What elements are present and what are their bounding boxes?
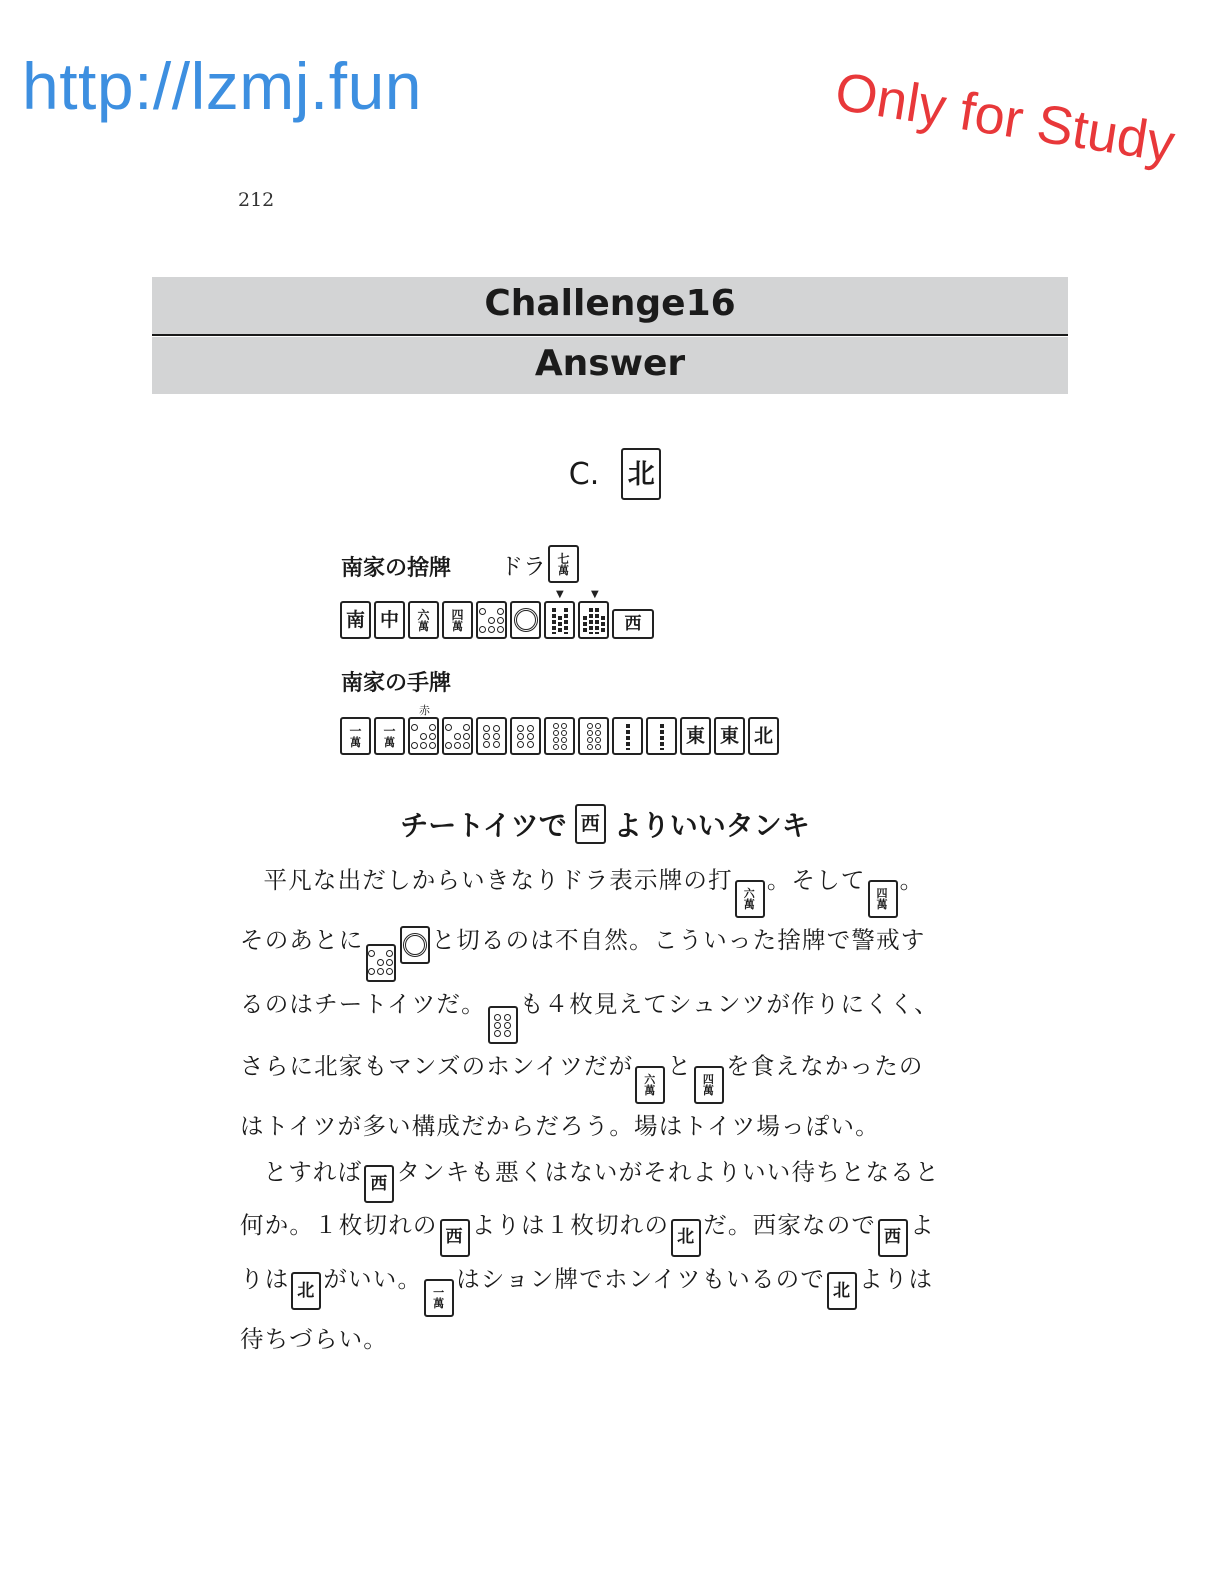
discards-label: 南家の捨牌	[341, 556, 452, 581]
answer-subtitle: Answer	[152, 337, 1068, 394]
banner-divider	[152, 334, 1068, 336]
dora-tile: 七 萬	[548, 545, 579, 583]
page-number: 212	[238, 189, 275, 211]
inline-tile-5pin	[366, 944, 396, 982]
inline-tile-rokuman: 六 萬	[735, 880, 765, 918]
paragraph-2: とすれば 西 タンキも悪くはないがそれよりいい待ちとなると何か。１枚切れの 西 よりは１枚切れの 北 だ。西家なので 西 よりは 北 がいい。 一 萬 はション牌でホンイツもいるので 北 よりは待ちづらい。	[240, 1157, 940, 1353]
discard-tile-5pin	[476, 601, 507, 639]
inline-tile-sha: 西	[364, 1165, 394, 1203]
heading-tile-sha: 西	[575, 804, 606, 844]
inline-tile-yonman: 四 萬	[694, 1066, 724, 1104]
hand-tile-6pin	[476, 717, 507, 755]
hand-tile-ichiman: 一 萬	[340, 717, 371, 755]
hand-tile-6pin	[510, 717, 541, 755]
answer-letter: C.	[568, 456, 600, 492]
inline-tile-rokuman: 六 萬	[635, 1066, 665, 1104]
hand-tile-pei: 北	[748, 717, 779, 755]
discard-tile-1pin	[510, 601, 541, 639]
watermark-url: http://lzmj.fun	[22, 49, 422, 123]
challenge-title: Challenge16	[152, 277, 1068, 334]
dora-label: ドラ	[500, 553, 546, 580]
hand-tile-ton: 東	[680, 717, 711, 755]
discard-tile-chun: 中	[374, 601, 405, 639]
inline-tile-yonman: 四 萬	[868, 880, 898, 918]
hand-tile-8pin	[544, 717, 575, 755]
hand-tile-ton: 東	[714, 717, 745, 755]
inline-tile-pei: 北	[671, 1219, 701, 1257]
hand-row	[340, 717, 779, 755]
discard-row	[340, 601, 654, 639]
hand-tile-5pin	[442, 717, 473, 755]
body-text	[240, 858, 946, 1362]
discard-tile-7sou	[544, 601, 575, 639]
inline-tile-6pin	[488, 1006, 518, 1044]
inline-tile-1pin	[400, 926, 430, 964]
heading-text-before: チートイツで	[400, 809, 567, 842]
hand-tile-2sou	[646, 717, 677, 755]
section-heading	[0, 804, 1224, 844]
discard-tile-nan: 南	[340, 601, 371, 639]
dora-indicator	[500, 545, 579, 583]
hand-tile-ichiman: 一 萬	[374, 717, 405, 755]
inline-tile-pei: 北	[827, 1272, 857, 1310]
discard-tile-rokuman: 六 萬	[408, 601, 439, 639]
watermark-study: Only for Study	[831, 61, 1179, 175]
paragraph-1: 平凡な出だしからいきなりドラ表示牌の打 六 萬 。そして 四 萬 。そのあとに と切るのは不自然。こういった捨牌で警戒するのはチートイツだ。 も４枚見えてシュンツが作りにくく、さらに北家もマンズのホンイツだが 六 萬 と 四 萬 を食えなかったのはトイツが多い構成だからだろう。場はトイツ場っぽい。	[240, 866, 939, 1140]
inline-tile-sha: 西	[440, 1219, 470, 1257]
hand-label: 南家の手牌	[341, 671, 452, 696]
aka-dora-label: 赤	[419, 704, 430, 717]
hand-tile-2sou	[612, 717, 643, 755]
tedashi-marker: ▼	[556, 589, 564, 600]
discard-tile-sha-sideways: 西	[612, 609, 654, 639]
inline-tile-sha: 西	[878, 1219, 908, 1257]
discard-tile-yonman: 四 萬	[442, 601, 473, 639]
answer-row	[0, 447, 1224, 501]
inline-tile-ichiman: 一 萬	[424, 1279, 454, 1317]
answer-tile-pei: 北	[621, 448, 661, 500]
hand-tile-8pin	[578, 717, 609, 755]
hand-tile-5pin-aka	[408, 717, 439, 755]
discard-tile-8sou	[578, 601, 609, 639]
tedashi-marker: ▼	[591, 589, 599, 600]
heading-text-after: よりいいタンキ	[613, 809, 810, 842]
inline-tile-pei: 北	[291, 1272, 321, 1310]
